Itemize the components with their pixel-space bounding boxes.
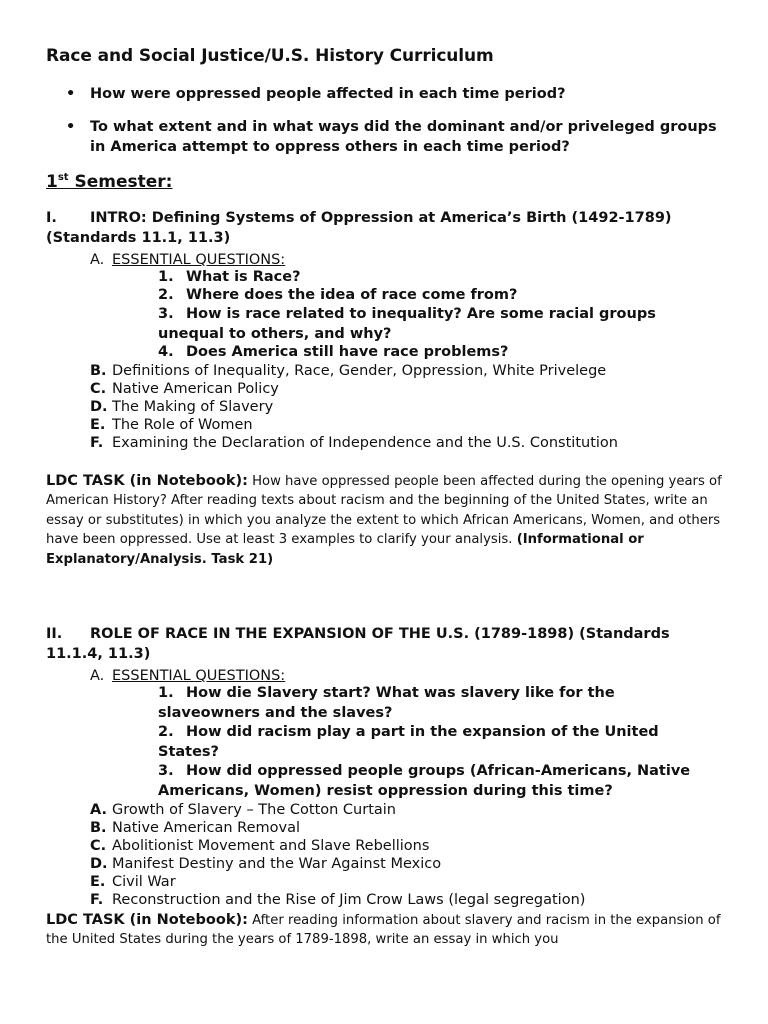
ldc-task-label: LDC TASK (in Notebook): <box>46 912 248 928</box>
semester-heading <box>46 172 172 192</box>
outline-letter: C. <box>90 381 107 397</box>
bullet-icon: • <box>66 86 76 102</box>
document-title: Race and Social Justice/U.S. History Curriculum <box>46 46 494 66</box>
topic-item <box>90 819 300 837</box>
question-text: How did racism play a part in the expansion of the United States? <box>158 724 659 760</box>
question-number: 3. <box>158 763 174 779</box>
outline-letter: A. <box>90 802 107 818</box>
topic-text: Abolitionist Movement and Slave Rebellions <box>112 838 430 854</box>
guiding-question-text: How were oppressed people affected in each time period? <box>90 86 566 102</box>
ldc-task-type: (Informational or Explanatory/Analysis. Task 21) <box>46 532 644 567</box>
outline-letter: F. <box>90 435 104 451</box>
section-heading <box>46 624 726 664</box>
question-text: How is race related to inequality? Are some racial groups unequal to others, and why? <box>158 306 656 342</box>
guiding-questions-list <box>46 84 726 170</box>
outline-letter: F. <box>90 892 104 908</box>
topic-text: Growth of Slavery – The Cotton Curtain <box>112 802 396 818</box>
question-text: How did oppressed people groups (African-Americans, Native Americans, Women) resist oppression during this time? <box>158 763 691 799</box>
ldc-task-paragraph <box>46 472 726 569</box>
question-number: 1. <box>158 685 174 701</box>
essential-questions-text: ESSENTIAL QUESTIONS: <box>112 668 286 684</box>
ldc-task-label: LDC TASK (in Notebook): <box>46 473 248 489</box>
topic-text: Native American Removal <box>112 820 301 836</box>
question-number: 2. <box>158 724 174 740</box>
section-heading-text: ROLE OF RACE IN THE EXPANSION OF THE U.S. (1789-1898) (Standards 11.1.4, 11.3) <box>46 626 670 662</box>
section-heading <box>46 208 726 248</box>
topic-item <box>90 873 176 891</box>
topic-item <box>90 434 618 452</box>
topic-text: Definitions of Inequality, Race, Gender, Oppression, White Privelege <box>112 363 607 379</box>
outline-letter: B. <box>90 820 107 836</box>
essential-question <box>158 343 718 363</box>
topic-text: The Making of Slavery <box>112 399 274 415</box>
topic-item <box>90 855 441 873</box>
topic-item <box>90 398 273 416</box>
essential-question <box>158 762 718 801</box>
topic-text: Civil War <box>112 874 176 890</box>
question-text: How die Slavery start? What was slavery like for the slaveowners and the slaves? <box>158 685 615 721</box>
outline-letter: D. <box>90 399 108 415</box>
outline-letter: A. <box>90 252 105 268</box>
essential-question <box>158 268 718 288</box>
essential-question <box>158 286 718 306</box>
essential-questions-label <box>90 667 285 685</box>
section-heading-text: INTRO: Defining Systems of Oppression at America’s Birth (1492-1789) (Standards 11.1, 11.3) <box>46 210 672 246</box>
topic-text: Examining the Declaration of Independence and the U.S. Constitution <box>112 435 618 451</box>
question-number: 4. <box>158 344 174 360</box>
question-number: 3. <box>158 306 174 322</box>
outline-letter: D. <box>90 856 108 872</box>
topic-item <box>90 837 429 855</box>
outline-letter: B. <box>90 363 107 379</box>
essential-question <box>158 684 678 723</box>
ldc-task-text: How have oppressed people been affected during the opening years of American History? After reading texts about racism and the beginning of the United States, write an essay or substitutes) in which you analyze the extent to which African Americans, Women, and others have been oppressed. Use at least 3 examples to clarify your analysis. <box>46 474 722 548</box>
semester-suffix: st <box>57 172 69 183</box>
outline-letter: A. <box>90 668 105 684</box>
section-numeral: II. <box>46 626 63 642</box>
guiding-question-text: To what extent and in what ways did the dominant and/or priveleged groups in America attempt to oppress others in each time period? <box>90 119 717 155</box>
topic-item <box>90 416 253 434</box>
outline-letter: E. <box>90 417 106 433</box>
topic-item <box>90 380 279 398</box>
bullet-icon: • <box>66 119 76 135</box>
topic-text: Manifest Destiny and the War Against Mexico <box>112 856 442 872</box>
ldc-task-text: After reading information about slavery and racism in the expansion of the United States during the years of 1789-1898, write an essay in which you <box>46 913 721 948</box>
section-numeral: I. <box>46 210 57 226</box>
topic-text: Native American Policy <box>112 381 279 397</box>
essential-questions-text: ESSENTIAL QUESTIONS: <box>112 252 286 268</box>
question-number: 2. <box>158 287 174 303</box>
question-number: 1. <box>158 269 174 285</box>
ldc-task-paragraph <box>46 911 726 950</box>
semester-number: 1 <box>46 172 58 192</box>
topic-text: Reconstruction and the Rise of Jim Crow Laws (legal segregation) <box>112 892 586 908</box>
topic-item <box>90 891 585 909</box>
topic-item <box>90 801 396 819</box>
guiding-question <box>46 84 726 104</box>
essential-questions-label <box>90 251 285 269</box>
semester-label: Semester: <box>74 172 173 192</box>
essential-question <box>158 305 698 344</box>
question-text: Does America still have race problems? <box>186 344 509 360</box>
essential-question <box>158 723 698 762</box>
question-text: Where does the idea of race come from? <box>186 287 518 303</box>
guiding-question <box>46 117 726 157</box>
outline-letter: C. <box>90 838 107 854</box>
outline-letter: E. <box>90 874 106 890</box>
question-text: What is Race? <box>186 269 301 285</box>
topic-text: The Role of Women <box>112 417 253 433</box>
topic-item <box>90 362 606 380</box>
